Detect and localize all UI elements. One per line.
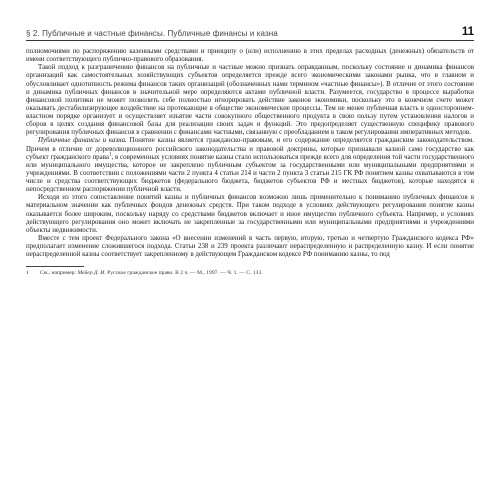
treasury-text-a: Понятие казны является гражданско-правовым, и его содержание определяется гражданским законодательством. Причем в отличие от дореволюционного российского законодательства и правовой доктрины, которые признавали казной само государство как субъект гражданского права	[26, 136, 475, 161]
footnote-text-after: Русское гражданское право. В 2 ч. — М., 1997. — Ч. 1. — С. 133.	[105, 270, 263, 277]
paragraph-continuation: полномочиями по распоряжению казенными средствами и принципу о (или) исполнению в этих пределах расходных (денежных) обязательств от имени соответствующего публично-правового образования.	[26, 47, 474, 64]
footnote-author: Мейер Д. И.	[77, 270, 106, 277]
treasury-term: Публичные финансы и казна.	[38, 136, 127, 145]
paragraph-private-finance: Такой подход к разграничению финансов на публичные и частные можно признать оправданным, поскольку состояние и динамика финансов организаций как самостоятельных хозяйствующих субъектов определяется прежде всего экономическими законами рынка, что в главном и обусловливает однотипность режима финансов таких организаций (обозначенных нами термином «частные финансы»). В отличие от этого состояние и динамика публичных финансов в значительной мере определяются актами публичной власти. Разумеется, государство в процессе выработки финансовой политики не может позволить себе полностью игнорировать действие законов экономики, поскольку это в конечном счете может оказывать дестабилизирующее воздействие на протекающие в обществе экономические процессы. Тем не менее публичная власть в одностороннем-властном порядке организует и осуществляет изъятие части совокупного общественного продукта в свою пользу путем установления налогов и сборов в целях создания финансовой базы для реализации своих задач и функций. Это предопределяет существенную специфику правового регулирования публичных финансов в сравнении с финансами частными, связанную с преобладанием в таком регулировании императивных методов.	[26, 63, 474, 137]
running-header	[26, 22, 474, 41]
footnote-text-before: См., например:	[40, 270, 78, 277]
footnote	[26, 270, 474, 277]
paragraph-draft-law: Вместе с тем проект Федерального закона «О внесении изменений в часть первую, вторую, третью и четвертую Гражданского кодекса РФ» предполагает изменение сложившегося подхода. Статьи 238 и 239 проекта различают нераспределенную и распределенную казну. И если понятие нераспределенной казны соответствует закрепленному в действующем Гражданском кодексе РФ пониманию казны, то под	[26, 233, 474, 259]
paragraph-comparison: Исходя из этого сопоставление понятий казны и публичных финансов возможно лишь применительно к пониманию публичных финансов в материальном значении как публичных фондов денежных средств. При таком подходе в условиях действующего регулирования понятие казны оказывается более широким, поскольку наряду со средствами бюджетов включает и иное имущество публичного субъекта. Например, в условиях действующего регулирования оно может включать не закрепленные за государственными или муниципальными предприятиями и учреждениями объекты недвижимости.	[26, 193, 474, 234]
footnote-reference[interactable]: 1	[109, 152, 112, 158]
footnote-divider	[26, 266, 84, 267]
section-title: § 2. Публичные и частные финансы. Публичные финансы и казна	[26, 29, 278, 38]
page-number: 11	[461, 26, 474, 38]
footnote-marker: 1	[26, 270, 29, 277]
treasury-text-b: , в современных условиях понятие казны стало использоваться прежде всего для определения той части государственного или муниципального имущества, которое не закреплено публичным субъектом за государственными или муниципальными предприятиями и учреждениями. В соответствии с положениями части 2 пункта 4 статьи 214 и части 2 пункта 3 статьи 215 ГК РФ понятием казны охватываются в том числе и средства соответствующих бюджетов (федерального бюджета, бюджетов субъектов РФ и местных бюджетов), которые находятся в непосредственном распоряжении публичной власти.	[26, 152, 475, 194]
body-text	[26, 47, 474, 258]
paragraph-treasury-concept	[26, 136, 474, 193]
